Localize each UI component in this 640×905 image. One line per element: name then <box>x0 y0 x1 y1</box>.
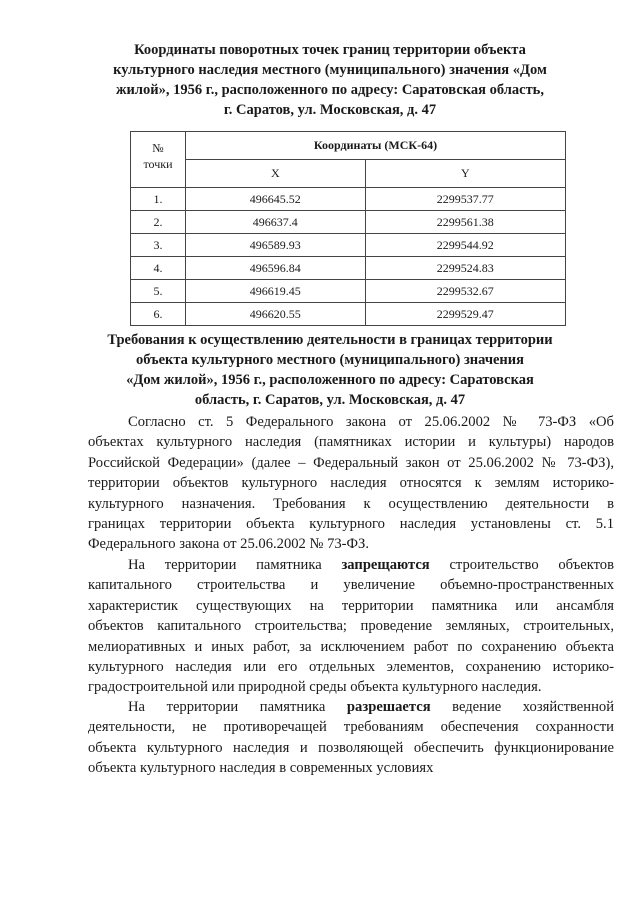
legal-basis-paragraph <box>88 412 614 555</box>
point-number: 6. <box>131 303 186 326</box>
paragraph-line: градостроительной или природной среды объекта культурного наследия. <box>88 679 542 696</box>
paragraph-line: культурного назначения. Требования к осуществлению деятельности в <box>88 495 614 512</box>
x-value: 496596.84 <box>186 257 366 280</box>
paragraph-line: объектах культурного наследия (памятниках истории и культуры) народов <box>88 434 614 451</box>
x-header: X <box>186 160 366 188</box>
table-row <box>131 234 566 257</box>
point-number-header: № точки <box>131 132 186 188</box>
point-number: 3. <box>131 234 186 257</box>
paragraph-line: На территории памятника запрещаются строительство объектов <box>128 557 614 573</box>
paragraph-line: мелиоративных и иных работ, за исключением работ по сохранению объекта <box>88 638 614 655</box>
coordinates-title <box>60 40 600 120</box>
x-value: 496620.55 <box>186 303 366 326</box>
point-number: 5. <box>131 280 186 303</box>
requirements-title <box>60 330 600 410</box>
y-value: 2299537.77 <box>365 188 565 211</box>
x-value: 496637.4 <box>186 211 366 234</box>
table-row <box>131 280 566 303</box>
table-row <box>131 188 566 211</box>
title-line: жилой», 1956 г., расположенного по адресу: Саратовская область, <box>116 82 544 98</box>
paragraph-line: объекта культурного наследия и позволяющей обеспечить функционирование <box>88 739 614 756</box>
title-line: Требования к осуществлению деятельности в границах территории <box>107 332 553 348</box>
point-number: 4. <box>131 257 186 280</box>
permitted-keyword: разрешается <box>346 699 431 715</box>
paragraph-line: территории объектов культурного наследия относятся к землям историко- <box>88 475 614 492</box>
y-value: 2299524.83 <box>365 257 565 280</box>
title-line: «Дом жилой», 1956 г., расположенного по адресу: Саратовская <box>126 372 534 388</box>
paragraph-line: капитального строительства и увеличение объемно-пространственных <box>88 577 614 594</box>
table-row <box>131 257 566 280</box>
paragraph-line: На территории памятника разрешается ведение хозяйственной <box>128 699 614 715</box>
coordinates-header: Координаты (МСК-64) <box>186 132 566 160</box>
table-row <box>131 303 566 326</box>
x-value: 496589.93 <box>186 234 366 257</box>
point-number: 2. <box>131 211 186 234</box>
title-line: Координаты поворотных точек границ территории объекта <box>134 42 526 58</box>
y-value: 2299532.67 <box>365 280 565 303</box>
coordinates-table <box>130 131 566 326</box>
permissions-paragraph <box>88 697 614 779</box>
paragraph-line: характеристик существующих на территории памятника или ансамбля <box>88 597 614 614</box>
y-header: Y <box>365 160 565 188</box>
title-line: культурного наследия местного (муниципального) значения «Дом <box>113 62 547 78</box>
paragraph-line: культурного наследия или его отдельных элементов, сохранению историко- <box>88 659 614 676</box>
y-value: 2299561.38 <box>365 211 565 234</box>
paragraph-line: Российской Федерации» (далее – Федеральный закон от 25.06.2002 № 73-ФЗ), <box>88 454 614 471</box>
title-line: объекта культурного местного (муниципального) значения <box>135 352 524 368</box>
paragraph-line: границах территории объекта культурного наследия установлены ст. 5.1 <box>88 516 614 533</box>
x-value: 496619.45 <box>186 280 366 303</box>
prohibited-keyword: запрещаются <box>341 557 430 573</box>
title-line: г. Саратов, ул. Московская, д. 47 <box>223 102 437 118</box>
y-value: 2299544.92 <box>365 234 565 257</box>
paragraph-line: объектов капитального строительства; проведение земляных, строительных, <box>88 618 614 635</box>
table-row <box>131 211 566 234</box>
prohibitions-paragraph <box>88 555 614 698</box>
paragraph-line: объекта культурного наследия в современных условиях <box>88 760 434 777</box>
point-number: 1. <box>131 188 186 211</box>
y-value: 2299529.47 <box>365 303 565 326</box>
title-line: область, г. Саратов, ул. Московская, д. 47 <box>194 392 466 408</box>
paragraph-line: Согласно ст. 5 Федерального закона от 25.06.2002 № 73-ФЗ «Об <box>128 414 614 430</box>
x-value: 496645.52 <box>186 188 366 211</box>
paragraph-line: Федерального закона от 25.06.2002 № 73-ФЗ. <box>88 536 370 553</box>
paragraph-line: деятельности, не противоречащей требованиям обеспечения сохранности <box>88 719 614 736</box>
